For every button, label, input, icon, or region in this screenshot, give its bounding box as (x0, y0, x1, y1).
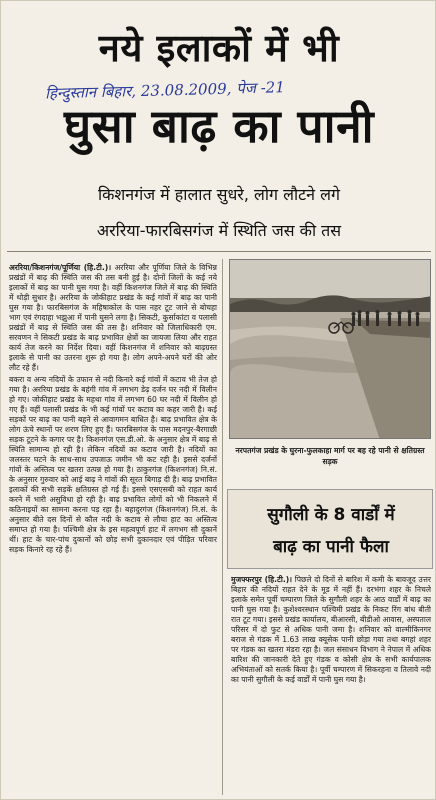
boxed-story-headline-1: सुगौली के 8 वार्डों में (267, 505, 395, 525)
flood-photo-image (230, 260, 431, 439)
subheadline-2: अररिया-फारबिसगंज में स्थिति जस की तस (96, 221, 342, 240)
boxed-story-headline-2: बाढ़ का पानी फैला (273, 537, 389, 557)
handwritten-source-note: हिन्दुस्तान बिहार, 23.08.2009, पेज -21 (44, 78, 285, 103)
subheadline-1: किशनगंज में हालात सुधरे, लोग लौटने लगे (98, 185, 340, 204)
photo-caption: नरपतगंज प्रखंड के घुरना-फुलकाहा मार्ग पर बह रहे पानी से क्षतिग्रस्त सड़क (235, 446, 425, 466)
left-article-column (9, 263, 217, 795)
article-paragraph: बकरा व अन्य नदियों के उफान से नदी किनारे कई गांवों में कटाव भी तेज हो गया है। अररिया प्रखंड के बहंगी गांव में लगभग डेढ़ दर्जन घर नदी में विलीन हो गए। जोकीहाट प्रखंड के महथा गांव में लगभग 60 घर नदी में विलीन हो गए हैं। वहीं पलासी प्रखंड के भी कई गांवों पर कटाव का कहर जारी है। कई सड़कों पर बाढ़ का पानी बहने से आवागमन बाधित है। बाढ़ प्रभावित क्षेत्र के लोग ऊंचे स्थानों पर शरण लिए हुए हैं। फारबिसगंज के पास मदनपुर-बैरगाछी सड़क टूटने के कगार पर है। किशनगंज एस.डी.ओ. के अनुसार क्षेत्र में बाढ़ से स्थिति सामान्य हो रही है। लेकिन नदियों का कटाव जारी है। नदियों का जलस्तर घटने के साथ-साथ उपजाऊ जमीन भी कट रही है। इससे दर्जनों गांवों के अस्तित्व पर खतरा उत्पन्न हो गया है। ठाकुरगंज (किशनगंज) नि.सं. के अनुसार गुरुवार को आई बाढ़ ने गांवों की सूरत बिगाड़ दी है। बाढ़ प्रभावित इलाकों की सभी सड़कें क्षतिग्रस्त हो गई हैं। इससे एसएसबी को राहत कार्य करने में भारी असुविधा हो रही है। बाढ़ प्रभावित लोगों को भी निकलने में कठिनाइयों का सामना करना पड़ रहा है। बहादुरगंज (किशनगंज) नि.सं. के अनुसार बीते दस दिनों से कौल नदी के कटाव से लौचा हाट का अस्तित्व समाप्त हो गया है। पश्चिमी क्षेत्र के इस महत्वपूर्ण हाट में लगभग सौ दुकानें थीं। हाट के चार-पांच दुकानों को छोड़ सभी दुकानदार एवं पीड़ित परिवार सड़क किनारे रह रहे हैं। (9, 374, 217, 555)
flood-photo (229, 259, 431, 439)
dateline: मुजफ्फरपुर (हि.टी.)। (231, 575, 293, 584)
headline-line-1: नये इलाकों में भी (98, 26, 340, 70)
column-divider (222, 259, 223, 795)
article-paragraph: अररिया/किशनगंज/पूर्णिया (हि.टी.)। अररिया और पूर्णिया जिले के विभिन्न प्रखंडों में बाढ़ की स्थिति जस की तस बनी हुई है। दोनों जिलों के कई नये इलाकों में बाढ़ का पानी घुस गया है। वहीं किशनगंज जिले में बाढ़ की स्थिति में थोड़ी सुधार है। अररिया के जोकीहाट प्रखंड के कई गांवों में बाढ़ का पानी घुस गया है। फारबिसगंज के महिषाकोल के पास नहर टूट जाने से बोचहा भाग एवं रंगदाहा भझुआ में पानी घुसने लगा है। सिकटी, कुर्साकांटा व पलासी प्रखंडों में बाढ़ से स्थिति जस की तस है। शनिवार को जिलाधिकारी एम. सरवणन ने सिकटी प्रखंड के बाढ़ प्रभावित क्षेत्रों का जायजा लिया और राहत कार्य तेज करने का निर्देश दिया। वहीं किशनगंज में शनिवार को बाढ़ग्रस्त इलाके से पानी का उतरना शुरू हो गया है। लोग अपने-अपने घरों की ओर लौट रहे हैं। (9, 263, 217, 373)
boxed-story-header (227, 489, 433, 569)
headline-line-2: घुसा बाढ़ का पानी (63, 99, 375, 153)
dateline: अररिया/किशनगंज/पूर्णिया (हि.टी.)। (9, 263, 112, 272)
article-paragraph: मुजफ्फरपुर (हि.टी.)। पिछले दो दिनों से बारिश में कमी के बावजूद उत्तर बिहार की नदियों राहत देने के मूड में नहीं हैं। दरभंगा शहर के निचले इलाके समेत पूर्वी चम्पारण जिले के सुगौली शहर के आठ वार्डों में बाढ़ का पानी घुस गया है। कुशेश्वरस्थान पश्चिमी प्रखंड के निकट रिंग बांध बीती रात टूट गया। इससे प्रखंड कार्यालय, बीआरसी, बीडीओ आवास, अस्पताल परिसर में दो फुट से अधिक पानी जमा है। शनिवार को वाल्मीकिनगर बराज से गंडक में 1.63 लाख क्यूसेक पानी छोड़ा गया तथा बगहां शहर पर गंडक का खतरा मंडरा रहा है। जल संसाधन विभाग ने नेपाल में अधिक बारिश की जानकारी देते हुए गंडक व कोसी क्षेत्र के सभी कार्यपालक अभियंताओं को सतर्क किया है। पूर्वी चम्पारण में सिकरहना व तिलावे नदी का पानी सुगौली के कई वार्डों में पानी घुस गया है। (231, 575, 431, 685)
right-article-column (231, 575, 431, 795)
divider (7, 251, 431, 252)
